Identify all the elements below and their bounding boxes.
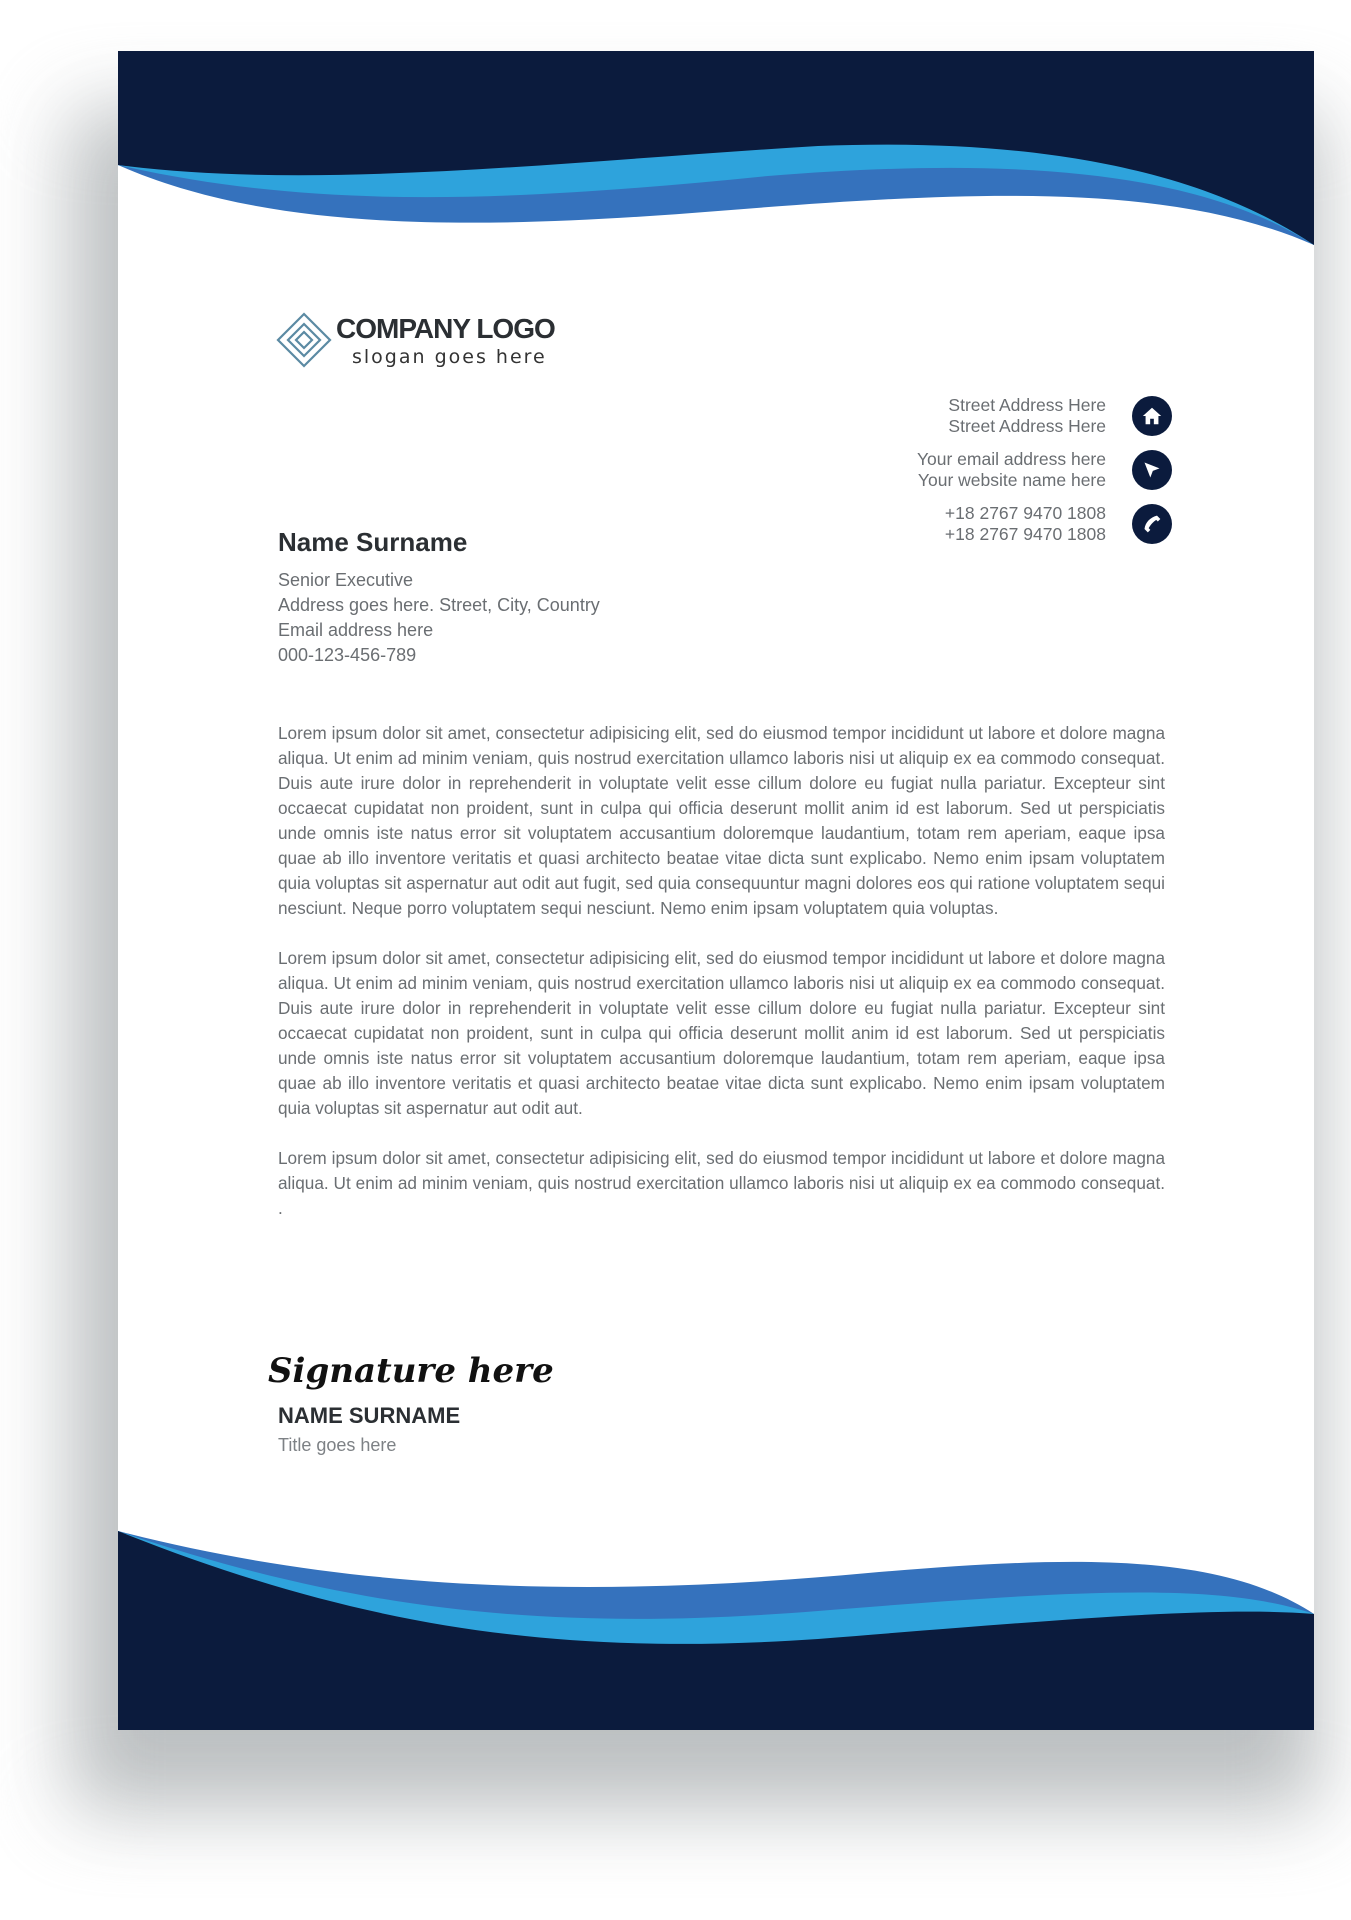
logo-slogan: slogan goes here [352,346,547,368]
contact-info [917,395,1172,557]
sender-name: Name Surname [278,527,468,557]
home-icon [1132,396,1172,436]
body-paragraph: Lorem ipsum dolor sit amet, consectetur adipisicing elit, sed do eiusmod tempor incididunt ut labore et dolore magna aliqua. Ut enim ad minim veniam, quis nostrud exercitation ullamco laboris nisi ut aliquip ex ea commodo consequat. Duis aute irure dolor in reprehenderit in voluptate velit esse cillum dolore eu fugiat nulla pariatur. Excepteur sint occaecat cupidatat non proident, sunt in culpa qui officia deserunt mollit anim id est laborum. Sed ut perspiciatis unde omnis iste natus error sit voluptatem accusantium doloremque laudantium, totam rem aperiam, eaque ipsa quae ab illo inventore veritatis et quasi architecto beatae vitae dicta sunt explicabo. Nemo enim ipsam voluptatem quia voluptas sit aspernatur aut odit aut. [278,948,1165,1118]
logo-title: COMPANY LOGO [336,313,555,344]
letter-body [278,721,1165,1246]
sender-title: Senior Executive [278,570,414,590]
signature-title: Title goes here [278,1435,397,1455]
body-paragraph: Lorem ipsum dolor sit amet, consectetur adipisicing elit, sed do eiusmod tempor incididunt ut labore et dolore magna aliqua. Ut enim ad minim veniam, quis nostrud exercitation ullamco laboris nisi ut aliquip ex ea commodo consequat. Duis aute irure dolor in reprehenderit in voluptate velit esse cillum dolore eu fugiat nulla pariatur. Excepteur sint occaecat cupidatat non proident, sunt in culpa qui officia deserunt mollit anim id est laborum. Sed ut perspiciatis unde omnis iste natus error sit voluptatem accusantium doloremque laudantium, totam rem aperiam, eaque ipsa quae ab illo inventore veritatis et quasi architecto beatae vitae dicta sunt explicabo. Nemo enim ipsam voluptatem quia voluptas sit aspernatur aut odit aut fugit, sed quia consequuntur magni dolores eos qui ratione voluptatem sequi nesciunt. Neque porro voluptatem sequi nesciunt. Nemo enim ipsam voluptatem quia voluptas. [278,723,1165,918]
contact-web [917,449,1172,491]
signature: Signature here [268,1351,554,1391]
body-paragraph: Lorem ipsum dolor sit amet, consectetur adipisicing elit, sed do eiusmod tempor incididunt ut labore et dolore magna aliqua. Ut enim ad minim veniam, quis nostrud exercitation ullamco laboris nisi ut aliquip ex ea commodo consequat. . [278,1148,1165,1218]
address-line: Street Address Here [948,395,1106,415]
company-logo [276,312,555,368]
phone-icon [1132,504,1172,544]
contact-phone [917,503,1172,545]
top-wave-navy [118,51,1314,245]
address-line: Street Address Here [948,416,1106,436]
phone-line: +18 2767 9470 1808 [944,503,1106,523]
phone-line: +18 2767 9470 1808 [944,524,1106,544]
sender-block [278,527,600,668]
contact-address [917,395,1172,437]
diamond-logo-icon [276,312,332,368]
sender-email: Email address here [278,620,434,640]
sender-phone: 000-123-456-789 [278,645,417,665]
sender-address: Address goes here. Street, City, Country [278,595,600,615]
signature-block [268,1351,554,1456]
website-line: Your website name here [917,470,1106,490]
send-icon [1132,450,1172,490]
letterhead-page [118,51,1314,1730]
signature-name: NAME SURNAME [278,1403,461,1428]
email-line: Your email address here [916,449,1106,469]
